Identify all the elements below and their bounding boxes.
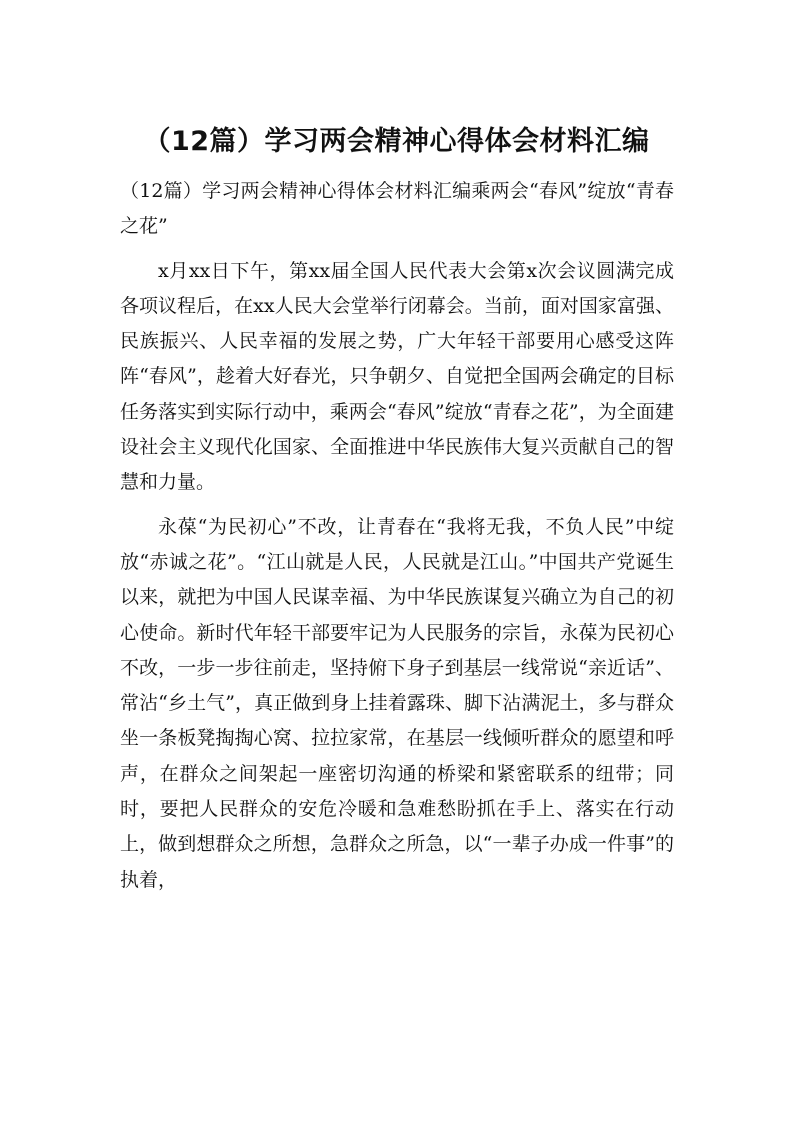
body-paragraph-2: 永葆“为民初心”不改，让青春在“我将无我，不负人民”中绽放“赤诚之花”。“江山就是人民，人民就是江山。”中国共产党诞生以来，就把为中国人民谋幸福、为中华民族谋复兴确立为自己的初心使命。新时代年轻干部要牢记为人民服务的宗旨，永葆为民初心不改，一步一步往前走，坚持俯下身子到基层一线常说“亲近话”、常沾“乡土气”，真正做到身上挂着露珠、脚下沾满泥土，多与群众坐一条板凳掏掏心窝、拉拉家常，在基层一线倾听群众的愿望和呼声，在群众之间架起一座密切沟通的桥梁和紧密联系的纽带；同时，要把人民群众的安危冷暖和急难愁盼抓在手上、落实在行动上，做到想群众之所想，急群众之所急，以“一辈子办成一件事”的执着， (120, 515, 674, 891)
body-paragraph-1: x月xx日下午，第xx届全国人民代表大会第x次会议圆满完成各项议程后，在xx人民大会堂举行闭幕会。当前，面对国家富强、民族振兴、人民幸福的发展之势，广大年轻干部要用心感受这阵阵“春风”，趁着大好春光，只争朝夕、自觉把全国两会确定的目标任务落实到实际行动中，乘两会“春风”绽放“青春之花”，为全面建设社会主义现代化国家、全面推进中华民族伟大复兴贡献自己的智慧和力量。 (120, 259, 674, 494)
intro-paragraph: （12篇）学习两会精神心得体会材料汇编乘两会“春风”绽放“青春之花” (120, 180, 674, 238)
document-title: （12篇）学习两会精神心得体会材料汇编 (143, 126, 650, 157)
paragraph-gap (120, 501, 674, 510)
paragraph-gap (120, 245, 674, 254)
document-body (120, 174, 674, 898)
